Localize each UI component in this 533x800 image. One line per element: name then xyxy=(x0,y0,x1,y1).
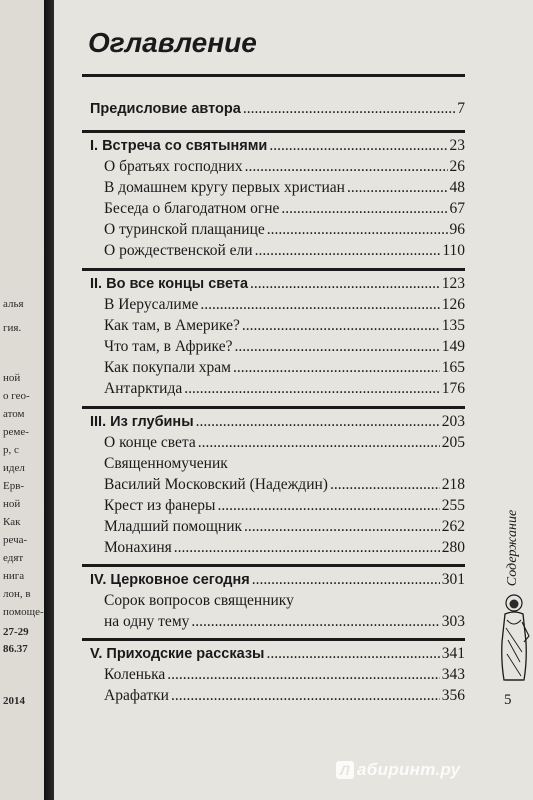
leader-dots xyxy=(200,296,439,314)
leader-dots xyxy=(250,275,440,293)
toc-entry-page: 96 xyxy=(449,221,465,238)
toc-entry-title: О братьях господних xyxy=(104,158,243,175)
toc-entry-title: III. Из глубины xyxy=(90,414,194,430)
leader-dots xyxy=(196,413,440,431)
toc-entry-title: V. Приходские рассказы xyxy=(90,646,265,662)
toc-entry-page: 280 xyxy=(441,539,465,556)
toc-entry-title: О конце света xyxy=(104,434,196,451)
toc-entry-title: Младший помощник xyxy=(104,518,243,535)
toc-entry-page: 343 xyxy=(441,666,465,683)
left-page-text: 2014 xyxy=(3,695,25,707)
left-page-text: лон, в xyxy=(3,588,31,600)
running-head-label: Содержание xyxy=(505,509,520,587)
toc-entry xyxy=(104,338,465,356)
left-page-text: помоще- xyxy=(3,606,44,618)
toc-entry-page: 356 xyxy=(441,687,465,704)
toc-entry xyxy=(104,221,465,239)
book-gutter xyxy=(44,0,54,800)
toc-entry-title: IV. Церковное сегодня xyxy=(90,572,250,588)
toc-entry-page: 126 xyxy=(441,296,465,313)
section-rule xyxy=(82,638,465,641)
toc-entry-title: В Иерусалиме xyxy=(104,296,199,313)
toc-entry xyxy=(90,571,465,589)
toc-entry xyxy=(104,359,465,377)
leader-dots xyxy=(242,317,440,335)
toc-entry-page: 205 xyxy=(441,434,465,451)
watermark xyxy=(336,760,460,780)
leader-dots xyxy=(267,221,448,239)
toc-entry-title: Монахиня xyxy=(104,539,172,556)
section-rule xyxy=(82,268,465,271)
toc-entry-title: Беседа о благодатном огне xyxy=(104,200,280,217)
toc-entry-page: 23 xyxy=(449,137,465,154)
toc-entry xyxy=(104,497,465,515)
leader-dots xyxy=(243,100,455,118)
leader-dots xyxy=(174,539,440,557)
left-page-text: о гео- xyxy=(3,390,30,402)
section-rule xyxy=(82,564,465,567)
toc-entry xyxy=(104,434,465,452)
toc-entry xyxy=(90,275,465,293)
watermark-text: абиринт.ру xyxy=(357,760,461,779)
toc-entry-title: Как покупали храм xyxy=(104,359,231,376)
section-rule xyxy=(82,406,465,409)
toc-entry xyxy=(104,200,465,218)
toc-entry-title: Арафатки xyxy=(104,687,169,704)
leader-dots xyxy=(330,476,440,494)
toc-entry-title: Антарктида xyxy=(104,380,183,397)
toc-entry-title: Предисловие автора xyxy=(90,101,241,117)
leader-dots xyxy=(167,666,439,684)
toc-entry xyxy=(90,645,465,663)
leader-dots xyxy=(255,242,441,260)
book-page xyxy=(54,0,533,800)
toc-entry-title: Сорок вопросов священнику xyxy=(104,592,294,609)
toc-entry-title: на одну тему xyxy=(104,613,190,630)
toc-entry-page: 341 xyxy=(441,645,465,662)
toc-entry-title: Священномученик xyxy=(104,455,228,472)
toc-entry xyxy=(104,613,465,631)
toc-entry xyxy=(104,539,465,557)
page-title: Оглавление xyxy=(88,27,257,58)
toc-entry-page: 135 xyxy=(441,317,465,334)
leader-dots xyxy=(266,645,439,663)
toc-entry xyxy=(104,455,465,473)
title-rule xyxy=(82,74,465,77)
toc-entry xyxy=(104,296,465,314)
toc-entry-title: Коленька xyxy=(104,666,166,683)
toc-entry xyxy=(104,592,465,610)
toc-entry xyxy=(104,242,465,260)
toc-entry-page: 110 xyxy=(442,242,465,259)
leader-dots xyxy=(184,380,440,398)
toc-entry-page: 26 xyxy=(449,158,465,175)
toc-entry-page: 67 xyxy=(449,200,465,217)
toc-entry xyxy=(90,100,465,118)
left-page-text: идел xyxy=(3,462,25,474)
toc-entry-page: 165 xyxy=(441,359,465,376)
section-rule xyxy=(82,130,465,133)
left-page-text: нига xyxy=(3,570,25,582)
left-page-text: реча- xyxy=(3,534,28,546)
toc-entry xyxy=(104,158,465,176)
leader-dots xyxy=(198,434,440,452)
toc-entry-page: 149 xyxy=(441,338,465,355)
toc-entry-page: 203 xyxy=(441,413,465,430)
toc-entry xyxy=(104,666,465,684)
left-page-text: реме- xyxy=(3,426,29,438)
toc-entry xyxy=(104,476,465,494)
left-page-text: р, с xyxy=(3,444,19,456)
toc-entry-title: Как там, в Америке? xyxy=(104,317,240,334)
toc-entry-title: Что там, в Африке? xyxy=(104,338,233,355)
toc-entry xyxy=(104,317,465,335)
toc-entry-title: Крест из фанеры xyxy=(104,497,216,514)
toc-entry-page: 176 xyxy=(441,380,465,397)
leader-dots xyxy=(191,613,439,631)
toc-entry xyxy=(90,413,465,431)
toc-entry-title: В домашнем кругу первых христиан xyxy=(104,179,345,196)
toc-entry-page: 262 xyxy=(441,518,465,535)
leader-dots xyxy=(233,359,440,377)
leader-dots xyxy=(252,571,440,589)
leader-dots xyxy=(347,179,448,197)
toc-entry-page: 303 xyxy=(441,613,465,630)
left-page-text: гия. xyxy=(3,322,22,334)
toc-entry-page: 255 xyxy=(441,497,465,514)
leader-dots xyxy=(234,338,439,356)
toc-entry xyxy=(104,518,465,536)
left-page-text: ной xyxy=(3,498,21,510)
toc-entry-page: 218 xyxy=(441,476,465,493)
left-page-text: 86.37 xyxy=(3,643,28,655)
toc-entry-title: О туринской плащанице xyxy=(104,221,265,238)
saint-figure-icon xyxy=(491,592,533,684)
toc-entry xyxy=(104,687,465,705)
toc-entry-title: Василий Московский (Надеждин) xyxy=(104,476,328,493)
leader-dots xyxy=(217,497,439,515)
toc-entry-title: II. Во все концы света xyxy=(90,276,249,292)
left-page-text: едят xyxy=(3,552,24,564)
leader-dots xyxy=(244,518,440,536)
toc-entry xyxy=(104,380,465,398)
toc-entry xyxy=(104,179,465,197)
toc-entry xyxy=(90,137,465,155)
leader-dots xyxy=(245,158,448,176)
leader-dots xyxy=(281,200,447,218)
page-number: 5 xyxy=(504,692,512,708)
toc-entry-title: О рождественской ели xyxy=(104,242,253,259)
left-page-text: Ерв- xyxy=(3,480,25,492)
toc-entry-page: 48 xyxy=(449,179,465,196)
toc-entry-page: 301 xyxy=(441,571,465,588)
left-page-text: ной xyxy=(3,372,21,384)
left-page-text: алья xyxy=(3,298,24,310)
left-page-text: Как xyxy=(3,516,21,528)
toc-entry-page: 7 xyxy=(457,100,465,117)
left-page-text: атом xyxy=(3,408,25,420)
labirint-logo-icon: Л xyxy=(336,761,354,779)
leader-dots xyxy=(171,687,440,705)
leader-dots xyxy=(269,137,447,155)
left-page-edge xyxy=(0,0,44,800)
toc-entry-title: I. Встреча со святынями xyxy=(90,138,268,154)
toc-entry-page: 123 xyxy=(441,275,465,292)
left-page-text: 27-29 xyxy=(3,626,29,638)
